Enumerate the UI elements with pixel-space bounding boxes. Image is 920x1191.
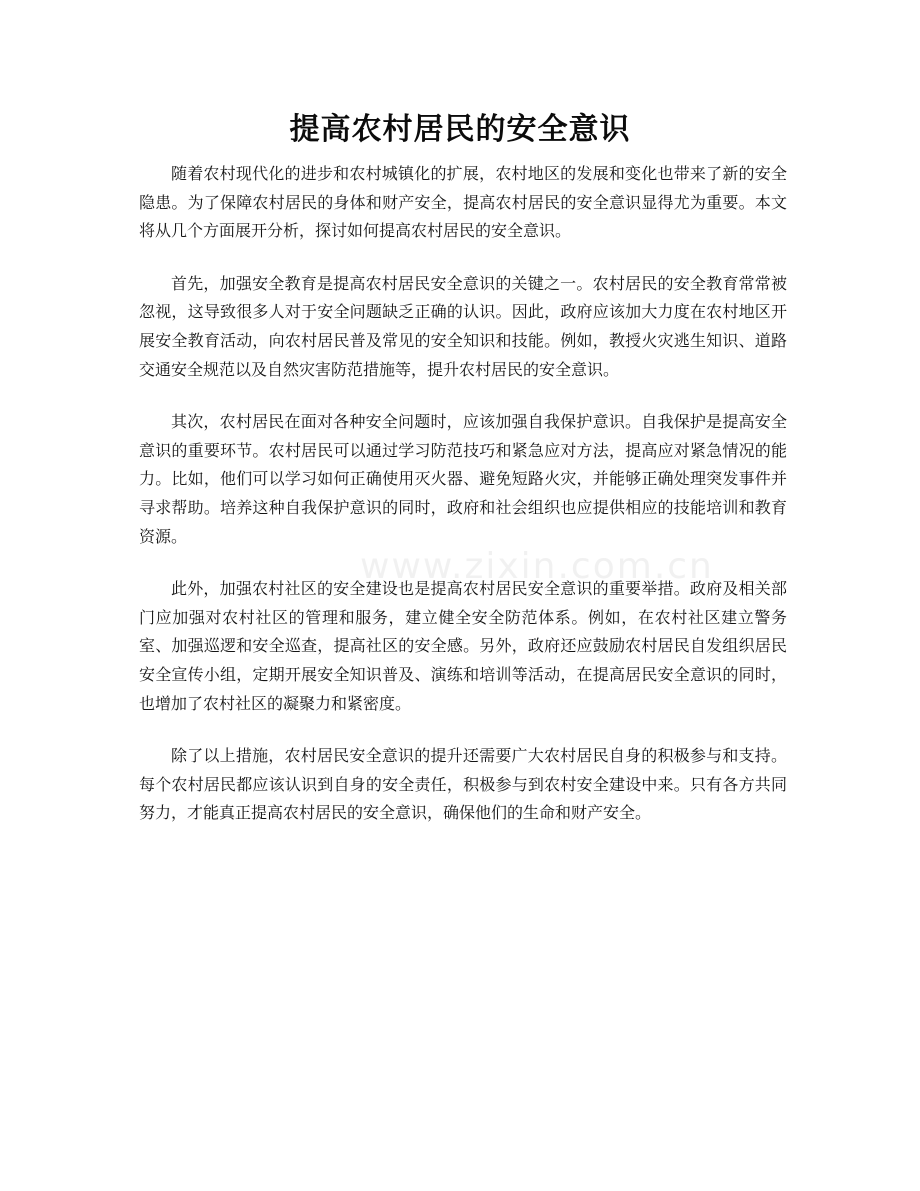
paragraph-3: 其次，农村居民在面对各种安全问题时，应该加强自我保护意识。自我保护是提高安全意识的重要环节。农村居民可以通过学习防范技巧和紧急应对方法，提高应对紧急情况的能力。比如，他们可以学习如何正确使用灭火器、避免短路火灾，并能够正确处理突发事件并寻求帮助。培养这种自我保护意识的同时，政府和社会组织也应提供相应的技能培训和教育资源。: [139, 412, 787, 546]
document-title: 提高农村居民的安全意识: [289, 112, 631, 147]
paragraph-1: 随着农村现代化的进步和农村城镇化的扩展，农村地区的发展和变化也带来了新的安全隐患。为了保障农村居民的身体和财产安全，提高农村居民的安全意识显得尤为重要。本文将从几个方面展开分析，探讨如何提高农村居民的安全意识。: [139, 164, 787, 241]
document-body: [139, 160, 787, 852]
watermark: www.zixin.com.cn: [360, 546, 714, 587]
paragraph-5: 除了以上措施，农村居民安全意识的提升还需要广大农村居民自身的积极参与和支持。每个农村居民都应该认识到自身的安全责任，积极参与到农村安全建设中来。只有各方共同努力，才能真正提高农村居民的安全意识，确保他们的生命和财产安全。: [139, 746, 787, 823]
paragraph-4: 此外，加强农村社区的安全建设也是提高农村居民安全意识的重要举措。政府及相关部门应加强对农村社区的管理和服务，建立健全安全防范体系。例如，在农村社区建立警务室、加强巡逻和安全巡查，提高社区的安全感。另外，政府还应鼓励农村居民自发组织居民安全宣传小组，定期开展安全知识普及、演练和培训等活动，在提高居民安全意识的同时，也增加了农村社区的凝聚力和紧密度。: [139, 579, 787, 713]
paragraph-2: 首先，加强安全教育是提高农村居民安全意识的关键之一。农村居民的安全教育常常被忽视，这导致很多人对于安全问题缺乏正确的认识。因此，政府应该加大力度在农村地区开展安全教育活动，向农村居民普及常见的安全知识和技能。例如，教授火灾逃生知识、道路交通安全规范以及自然灾害防范措施等，提升农村居民的安全意识。: [139, 273, 787, 379]
